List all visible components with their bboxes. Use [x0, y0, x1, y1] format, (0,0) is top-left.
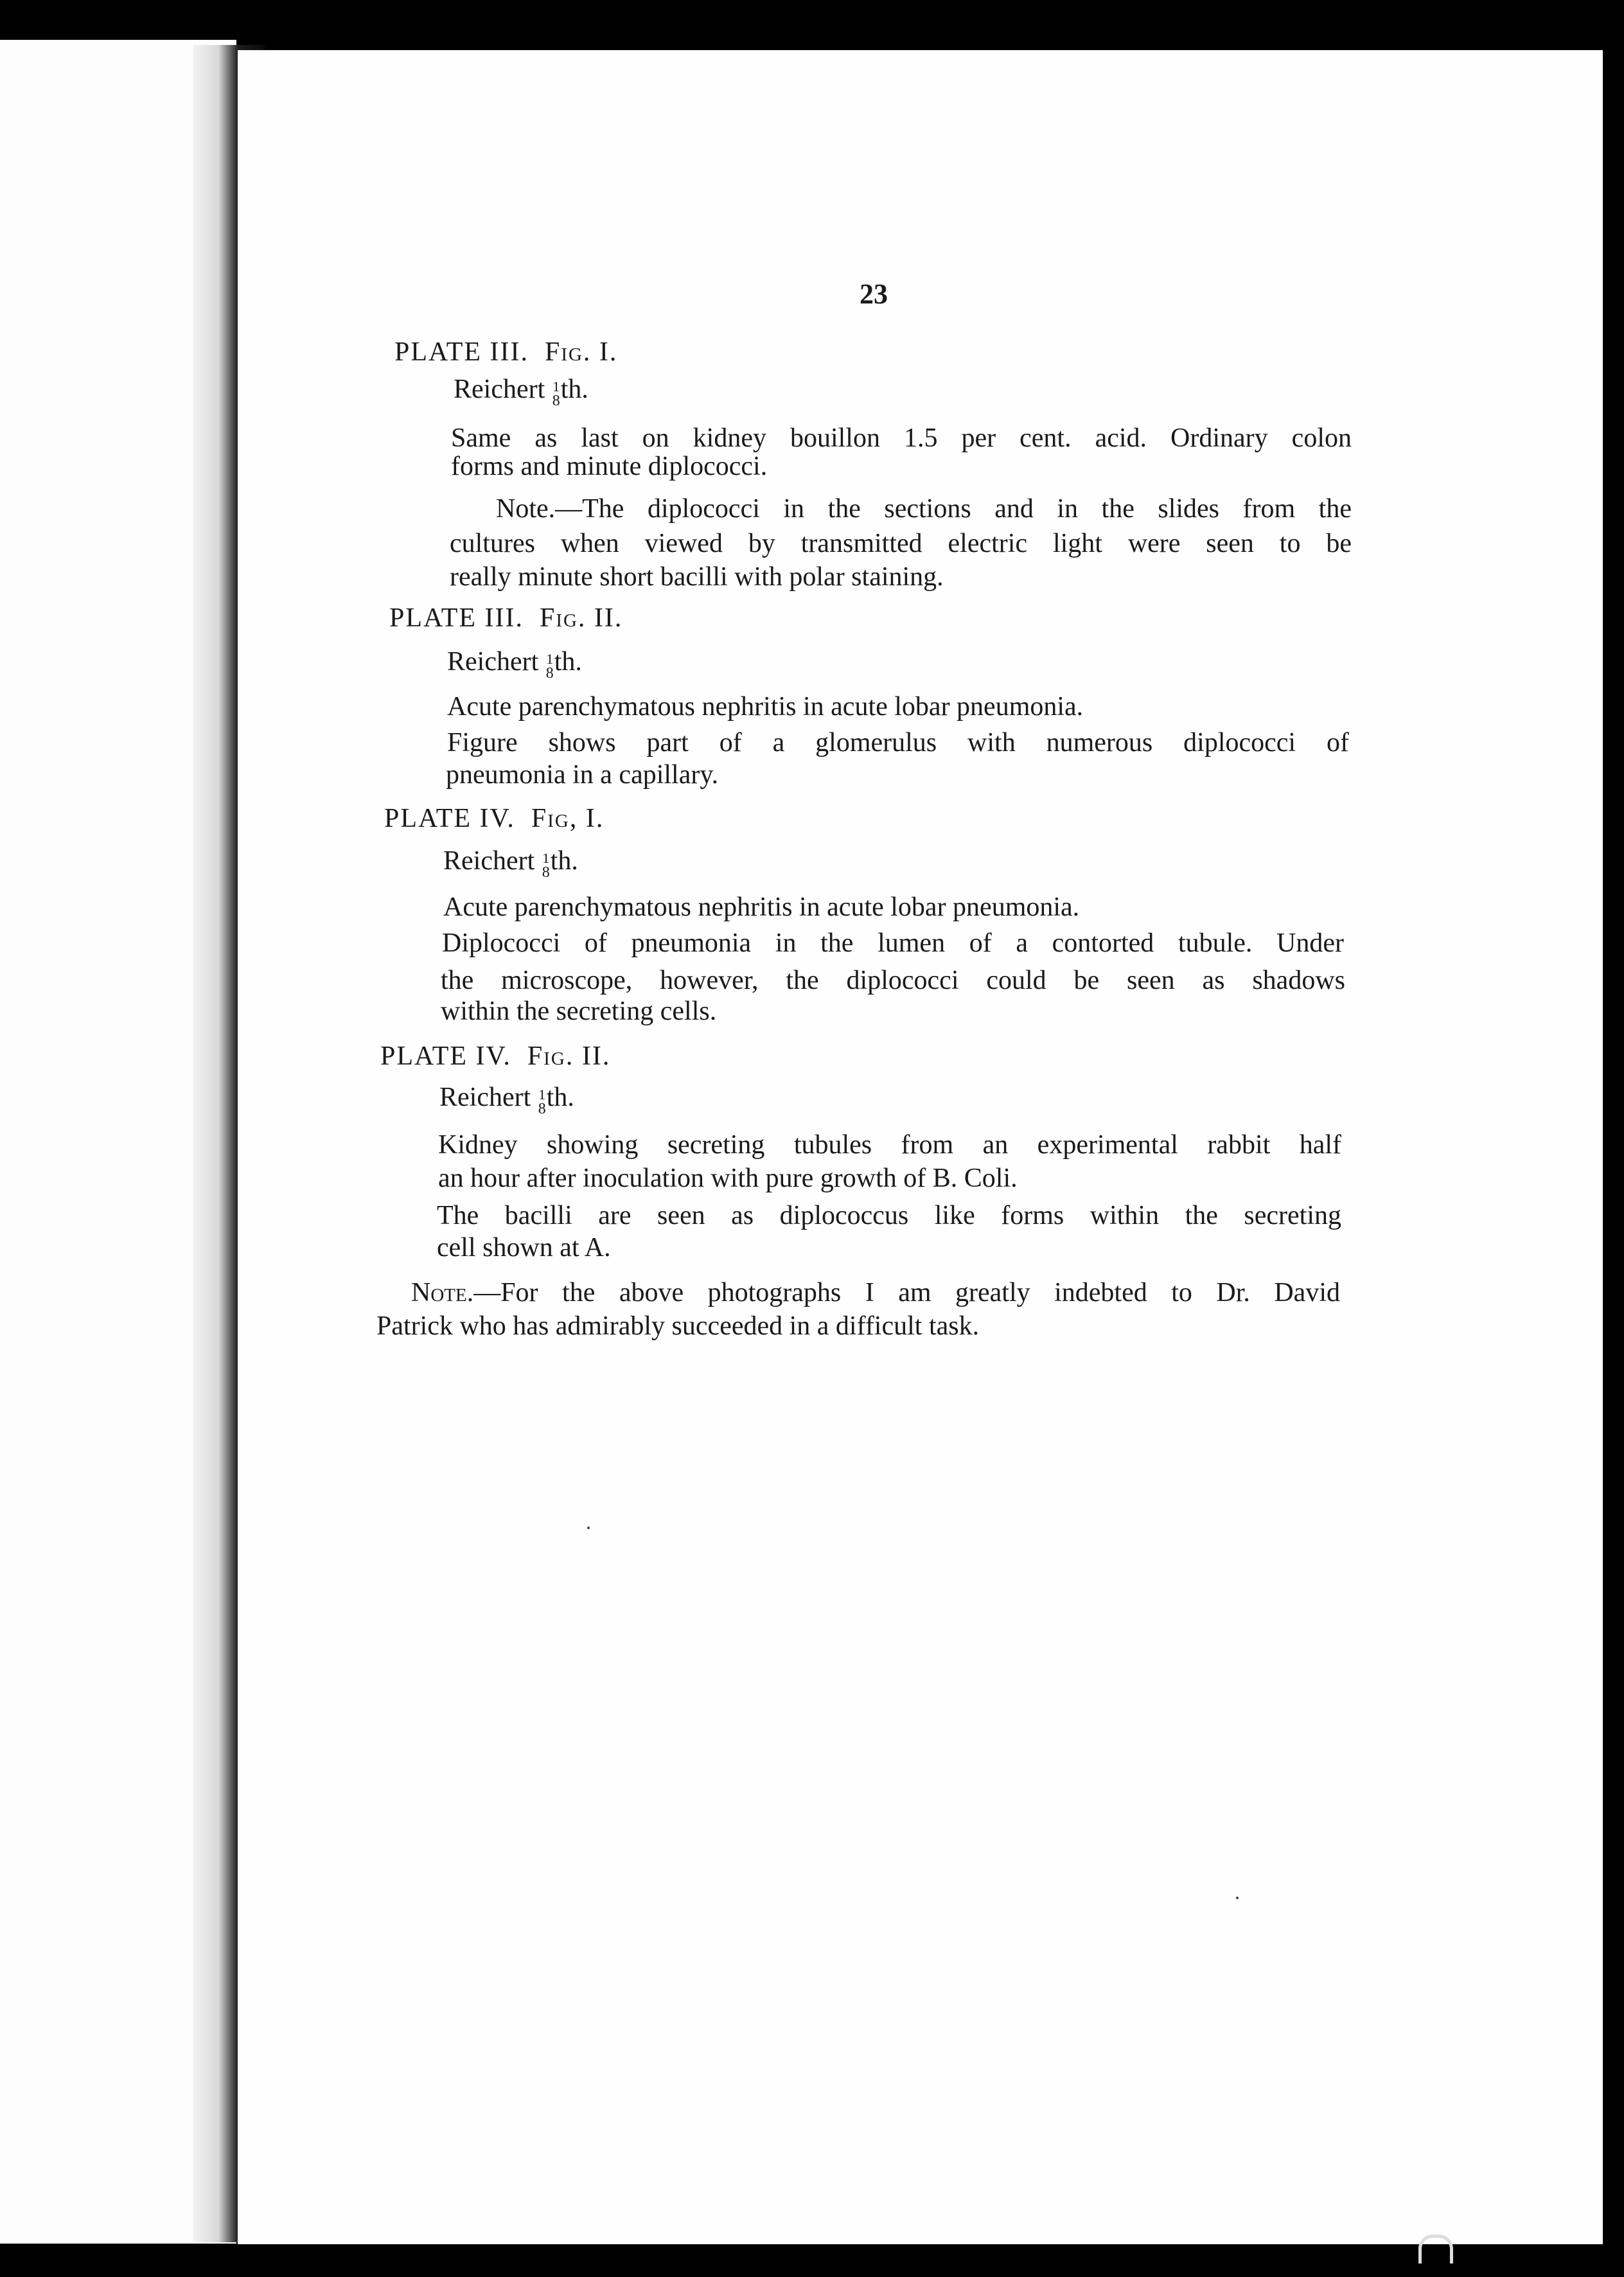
paragraph-line: Figure shows part of a glomerulus with numerous diplococci of	[447, 728, 1349, 758]
closing-note-line: Patrick who has admirably succeeded in a difficult task.	[376, 1311, 980, 1341]
plate-label: PLATE IV.	[380, 1041, 511, 1071]
paragraph-line: the microscope, however, the diplococci could be seen as shadows	[441, 966, 1345, 995]
plate-heading	[384, 802, 604, 835]
note-text: —For the above photographs I am greatly indebted to Dr. David	[473, 1278, 1340, 1307]
objective-fraction	[538, 1088, 546, 1116]
objective-line	[439, 1081, 574, 1116]
paragraph-line: really minute short bacilli with polar staining.	[450, 562, 944, 592]
fraction-denominator: 8	[552, 393, 560, 409]
closing-note-line	[411, 1276, 1340, 1309]
page-number: 23	[860, 278, 888, 310]
objective-fraction	[542, 851, 550, 880]
fraction-denominator: 8	[542, 864, 550, 881]
plate-heading	[389, 601, 622, 635]
fraction-numerator: 1	[546, 651, 554, 667]
figure-label: Fig, I.	[531, 804, 605, 833]
paragraph-line: cultures when viewed by transmitted electric light were seen to be	[450, 529, 1352, 558]
objective-fraction	[546, 652, 554, 680]
objective-suffix: th.	[546, 1083, 574, 1112]
objective-line	[447, 645, 582, 680]
fraction-denominator: 8	[538, 1101, 546, 1117]
plate-heading	[394, 335, 617, 369]
paragraph-line: forms and minute diplococci.	[451, 452, 768, 481]
fraction-denominator: 8	[545, 665, 554, 682]
paragraph-line: within the secreting cells.	[441, 997, 717, 1026]
objective-suffix: th.	[550, 846, 578, 876]
objective-suffix: th.	[560, 375, 588, 404]
paragraph-line: Kidney showing secreting tubules from an experimental rabbit half	[438, 1130, 1341, 1160]
objective-name: Reichert	[454, 375, 545, 404]
paragraph-line: Acute parenchymatous nephritis in acute lobar pneumonia.	[443, 892, 1080, 922]
figure-label: Fig. II.	[527, 1041, 611, 1071]
fraction-numerator: 1	[552, 378, 560, 394]
plate-heading	[380, 1040, 610, 1073]
figure-label: Fig. I.	[544, 337, 618, 367]
objective-line	[454, 373, 588, 408]
figure-label: Fig. II.	[539, 603, 623, 633]
plate-label: PLATE III.	[394, 337, 529, 367]
plate-label: PLATE IV.	[384, 804, 515, 833]
paragraph-line: Same as last on kidney bouillon 1.5 per cent. acid. Ordinary colon	[451, 423, 1352, 453]
paragraph-line: pneumonia in a capillary.	[446, 760, 719, 790]
paragraph-line: Acute parenchymatous nephritis in acute lobar pneumonia.	[447, 692, 1084, 722]
paragraph-line: The bacilli are seen as diplococcus like forms within the secreting	[437, 1201, 1341, 1230]
paragraph-line: Note.—The diplococci in the sections and in the slides from the	[496, 494, 1352, 524]
objective-name: Reichert	[439, 1083, 531, 1112]
objective-line	[443, 844, 578, 880]
objective-fraction	[552, 380, 560, 408]
note-label: Note.	[411, 1278, 474, 1307]
objective-suffix: th.	[554, 647, 582, 677]
paragraph-line: Diplococci of pneumonia in the lumen of a contorted tubule. Under	[442, 928, 1344, 958]
objective-name: Reichert	[447, 647, 539, 677]
objective-name: Reichert	[443, 846, 535, 876]
fraction-numerator: 1	[542, 850, 550, 866]
fraction-numerator: 1	[538, 1086, 546, 1103]
plate-label: PLATE III.	[389, 603, 524, 633]
paragraph-line: an hour after inoculation with pure growth of B. Coli.	[438, 1164, 1018, 1193]
paragraph-line: cell shown at A.	[437, 1233, 611, 1263]
